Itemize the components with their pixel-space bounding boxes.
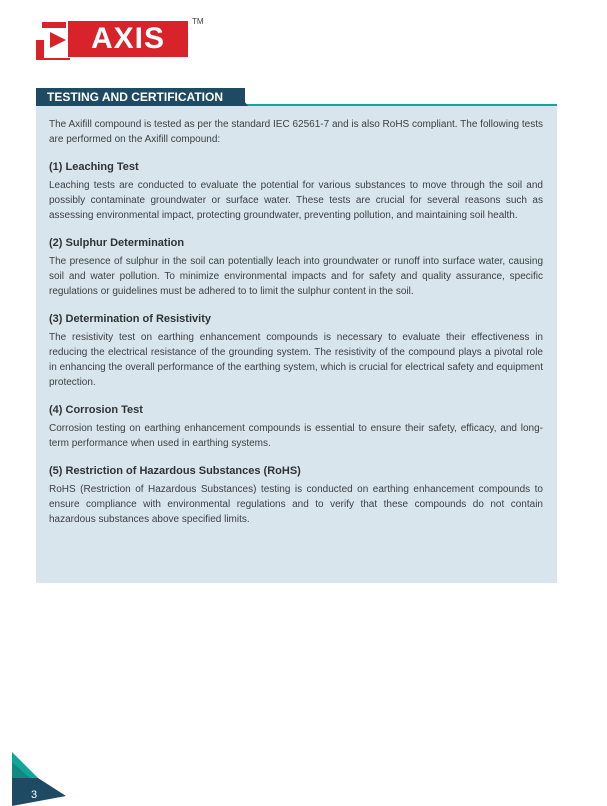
test-heading-sulphur: (2) Sulphur Determination	[49, 237, 185, 249]
test-body-resistivity: The resistivity test on earthing enhancement compounds is necessary to evaluate their effectiveness in reducing the electrical resistance of the grounding system. The resistivity of the compound plays a pivotal role in enhancing the overall performance of the earthing system, which is crucial for electrical safety and equipment protection.	[49, 332, 543, 388]
axis-logo	[36, 17, 204, 62]
section-title: TESTING AND CERTIFICATION	[36, 88, 245, 106]
test-body-rohs: RoHS (Restriction of Hazardous Substances) testing is conducted on earthing enhancement compounds to ensure compliance with environmental regulations and to verify that these compounds do not contain hazardous substances above specified limits.	[49, 484, 543, 525]
test-body-sulphur: The presence of sulphur in the soil can potentially leach into groundwater or runoff into surface water, causing soil and water pollution. To minimize environmental impacts and for safety and quality assurance, specific regulations or guidelines must be adhered to to limit the sulphur content in the soil.	[49, 256, 543, 297]
intro-text: The Axifill compound is tested as per the standard IEC 62561-7 and is also RoHS compliant. The following tests are performed on the Axifill compound:	[49, 119, 543, 145]
logo-mark-icon	[36, 20, 70, 60]
page-number: 3	[31, 789, 38, 801]
test-heading-leaching: (1) Leaching Test	[49, 161, 139, 173]
test-heading-resistivity: (3) Determination of Resistivity	[49, 313, 211, 325]
logo-text: AXIS	[68, 21, 188, 57]
test-heading-rohs: (5) Restriction of Hazardous Substances (RoHS)	[49, 465, 301, 477]
content-panel	[36, 106, 557, 583]
title-bar-tab-shape	[234, 88, 248, 106]
test-body-corrosion: Corrosion testing on earthing enhancement compounds is essential to ensure their safety, efficacy, and long-term performance when used in earthing systems.	[49, 423, 543, 449]
test-body-leaching: Leaching tests are conducted to evaluate the potential for various substances to move through the soil and possibly contaminate groundwater or surface water. These tests are crucial for several reasons such as assessing environmental impact, protecting groundwater, preventing pollution, and maintaining soil health.	[49, 180, 543, 221]
test-heading-corrosion: (4) Corrosion Test	[49, 404, 143, 416]
trademark-symbol: TM	[192, 17, 204, 26]
